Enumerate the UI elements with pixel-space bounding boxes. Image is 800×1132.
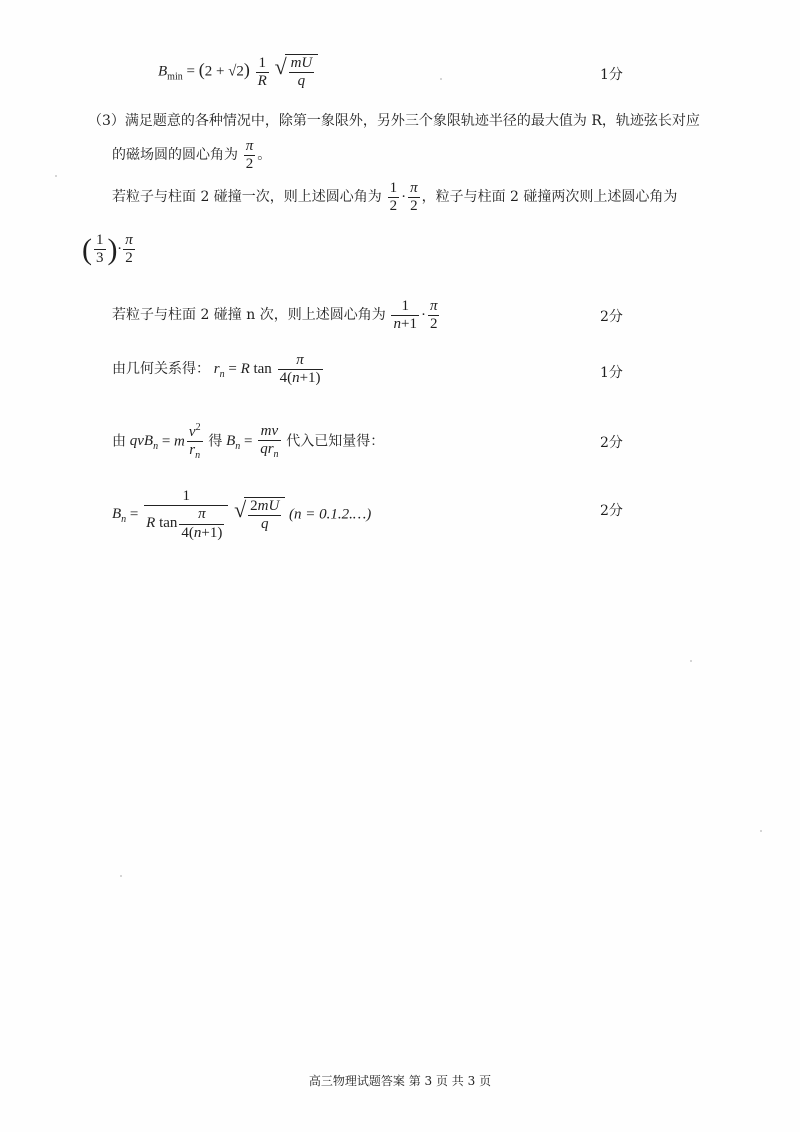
qvb-text: 由 qvB$_n$ = m $\frac{v^2}{r_n}$ 得 $B_n$ = $\frac{mv}{qr_n}$ 代入已知量得： (112, 422, 385, 462)
geometry-text: 由几何关系得： $r_n = R$ tan $\frac{\pi}{4(n+1)}$ (112, 352, 321, 387)
collide-n-text: 若粒子与柱面 2 碰撞 n 次，则上述圆心角为 $\frac{1}{n+1}$ · $\frac{\pi}{2}$ (112, 298, 438, 333)
scan-speck (690, 660, 692, 662)
collide-once-text: 若粒子与柱面 2 碰撞一次，则上述圆心角为 $\frac{1}{2}$ · $\frac{\pi}{2}$ ，粒子与柱面 2 碰撞两次则上述圆心角为 (112, 180, 678, 215)
scan-speck (120, 875, 122, 877)
part3-line1: （3）满足题意的各种情况中，除第一象限外，另外三个象限轨迹半径的最大值为 R，轨迹弦长对应 (88, 113, 700, 129)
bn-final-score: 2分 (600, 503, 623, 519)
collide-twice-formula: ( $\frac{1}{3}$ )· $\frac{\pi}{2}$ (82, 232, 133, 267)
bmin-score: 1分 (600, 67, 623, 83)
geometry-score: 1分 (600, 365, 623, 381)
page-footer: 高三物理试题答案 第 3 页 共 3 页 (308, 1074, 492, 1088)
bmin-formula: $B_{min} = (2 + √2)$ $\frac{1}{R}$ √ $\frac{mU}{q}$ (158, 54, 318, 91)
qvb-score: 2分 (600, 435, 623, 451)
bn-final-formula: $B_n$ = 1 R tan $\frac{\pi}{4(n+1)}$ √ $\frac{2mU}{q}$ (n = 0.1.2.…) (112, 488, 372, 541)
part3-line2: 的磁场圆的圆心角为 $\frac{\pi}{2}$ 。 (112, 138, 272, 173)
scan-speck (55, 175, 57, 177)
scan-speck (760, 830, 762, 832)
scan-speck (440, 78, 442, 80)
collide-n-score: 2分 (600, 309, 623, 325)
